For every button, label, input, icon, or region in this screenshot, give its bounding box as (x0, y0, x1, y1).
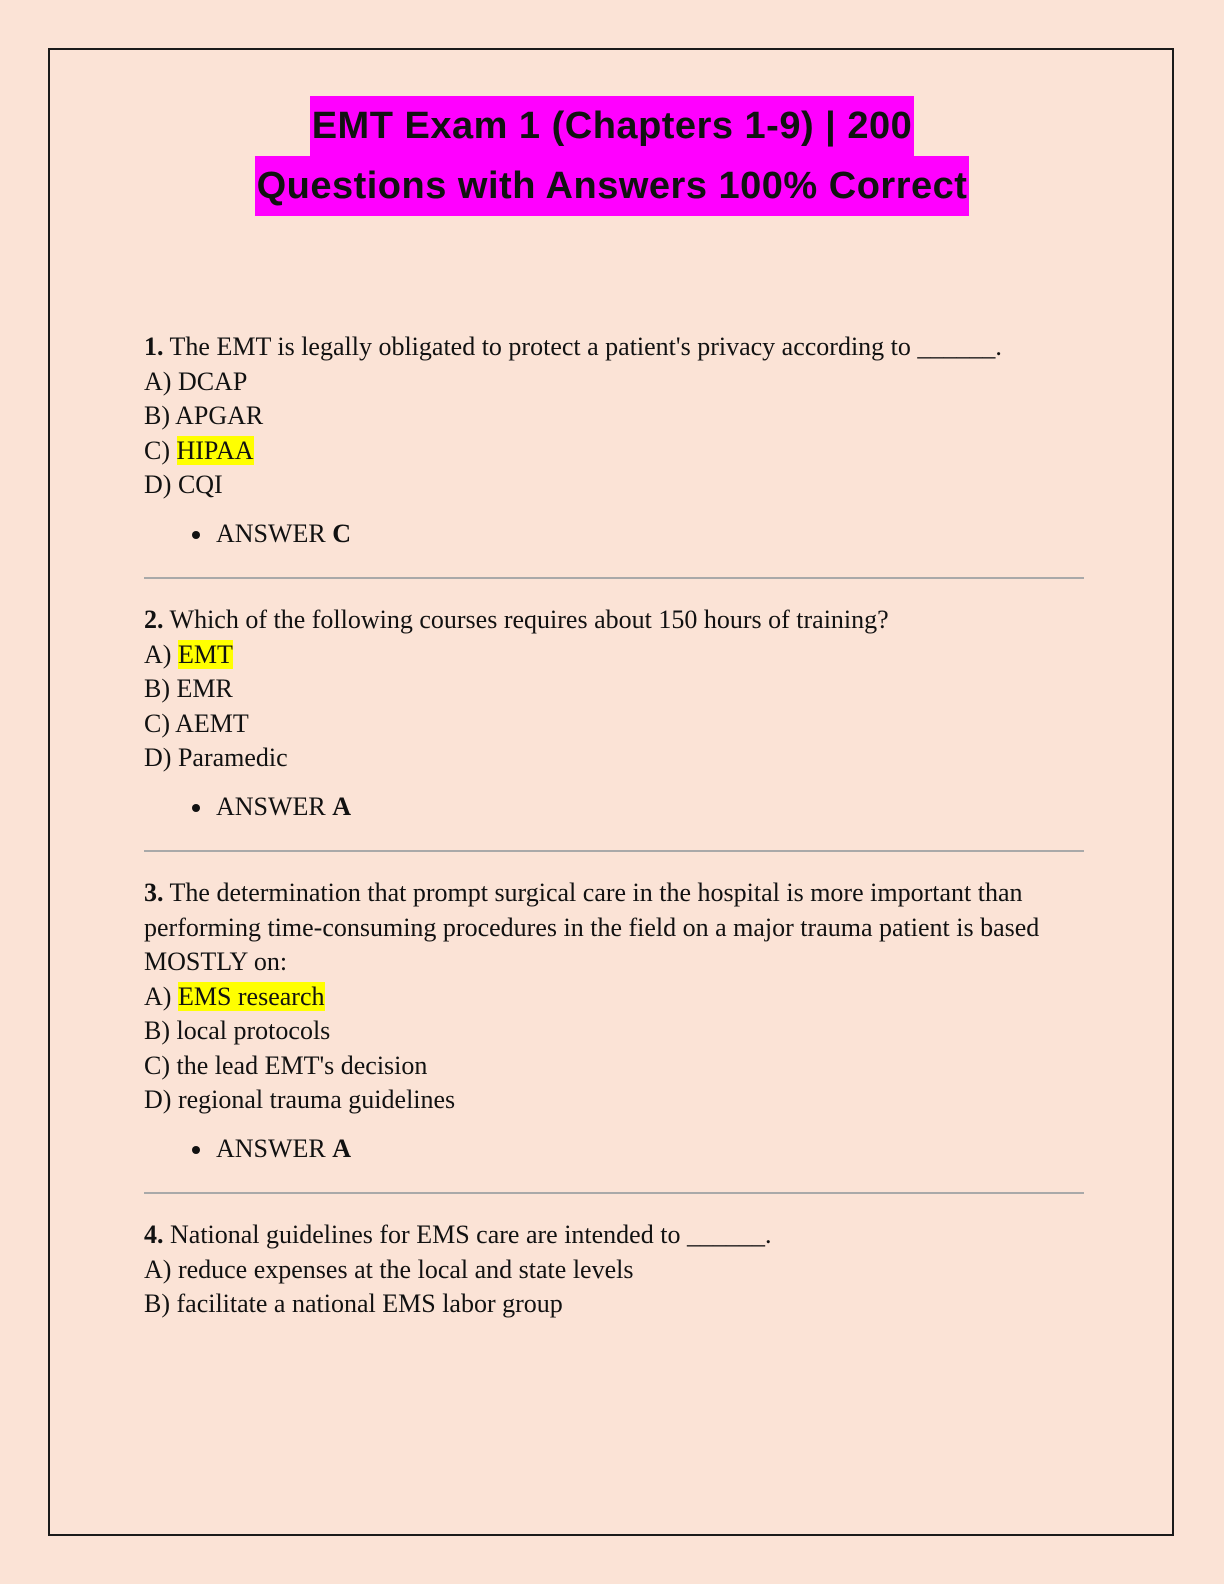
option-a: A) EMS research (144, 981, 325, 1011)
question-text: 4. National guidelines for EMS care are intended to ______. (144, 1220, 772, 1249)
question-4 (144, 1218, 1084, 1322)
option-c: C) the lead EMT's decision (144, 1050, 428, 1080)
option-b: B) APGAR (144, 401, 264, 430)
option-d: D) CQI (144, 470, 223, 499)
option-c: C) AEMT (144, 708, 249, 738)
highlighted-answer: EMS research (177, 981, 325, 1011)
question-text: 1. The EMT is legally obligated to protect a patient's privacy according to ______. (144, 332, 1002, 361)
option-a: A) EMT (144, 639, 233, 669)
question-text: 2. Which of the following courses requires about 150 hours of training? (144, 605, 889, 634)
option-a: A) DCAP (144, 366, 248, 396)
question-list (144, 330, 1084, 1322)
option-b: B) local protocols (144, 1016, 331, 1045)
question-text: 3. The determination that prompt surgical care in the hospital is more important than performing time-consuming procedures in the field on a major trauma patient is based MOSTLY on: (144, 878, 1040, 976)
question-number: 3. (144, 878, 164, 907)
question-number: 1. (144, 332, 164, 361)
answer-line: • ANSWER A (144, 790, 1084, 825)
question-3 (144, 876, 1084, 1166)
answer-letter: A (332, 791, 352, 821)
highlighted-answer: EMT (177, 639, 233, 669)
question-1 (144, 330, 1084, 551)
question-number: 4. (144, 1220, 164, 1249)
answer-letter: A (332, 1133, 352, 1163)
option-b: B) facilitate a national EMS labor group (144, 1289, 563, 1318)
question-number: 2. (144, 605, 164, 634)
answer-line: • ANSWER C (144, 517, 1084, 552)
question-2 (144, 603, 1084, 824)
option-a: A) reduce expenses at the local and state levels (144, 1254, 634, 1284)
option-d: D) Paramedic (144, 743, 288, 772)
document-title (0, 96, 1224, 216)
divider (144, 577, 1084, 579)
option-b: B) EMR (144, 674, 233, 703)
option-c: C) HIPAA (144, 435, 254, 465)
title-line-1: EMT Exam 1 (Chapters 1-9) | 200 (310, 96, 915, 156)
answer-line: • ANSWER A (144, 1132, 1084, 1167)
highlighted-answer: HIPAA (176, 435, 254, 465)
option-d: D) regional trauma guidelines (144, 1085, 456, 1114)
answer-letter: C (332, 518, 352, 548)
divider (144, 850, 1084, 852)
divider (144, 1192, 1084, 1194)
title-line-2: Questions with Answers 100% Correct (255, 156, 970, 216)
